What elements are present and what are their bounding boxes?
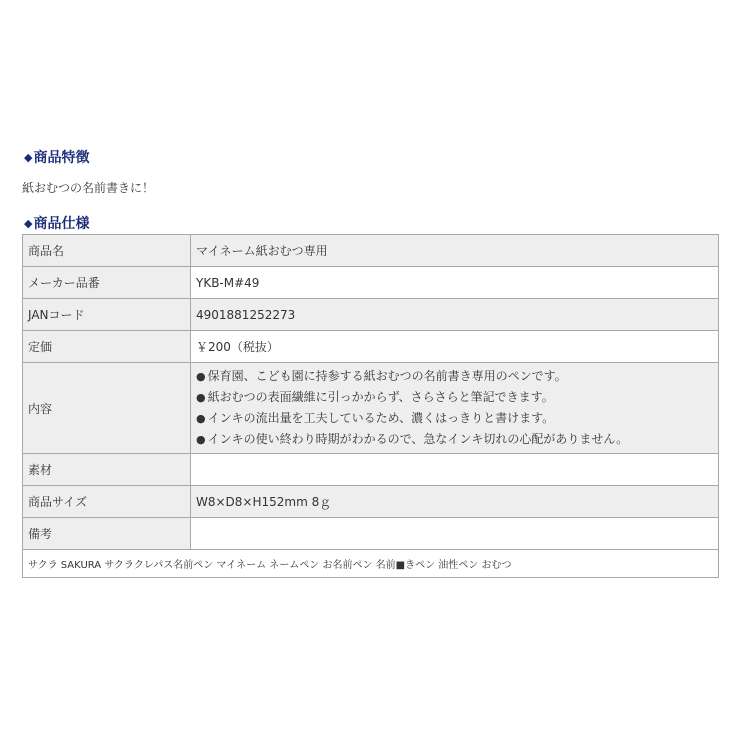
features-text: 紙おむつの名前書きに！ bbox=[22, 181, 155, 195]
spec-label-maker-code: メーカー品番 bbox=[23, 267, 191, 299]
bullet-icon: ● bbox=[196, 370, 206, 383]
spec-row-jan bbox=[23, 299, 719, 331]
contents-line-text: インキの流出量を工夫しているため、濃くはっきりと書けます。 bbox=[207, 411, 555, 425]
spec-table bbox=[22, 234, 719, 578]
spec-value-name: マイネーム紙おむつ専用 bbox=[191, 235, 719, 267]
spec-label-size: 商品サイズ bbox=[23, 486, 191, 518]
contents-line bbox=[196, 408, 713, 429]
spec-row-contents bbox=[23, 363, 719, 454]
diamond-icon: ◆ bbox=[24, 151, 33, 164]
contents-line-text: インキの使い終わり時期がわかるので、急なインキ切れの心配がありません。 bbox=[207, 432, 629, 446]
features-heading-text: 商品特徴 bbox=[33, 150, 90, 166]
spec-value-maker-code: YKB-M#49 bbox=[191, 267, 719, 299]
spec-value-jan: 4901881252273 bbox=[191, 299, 719, 331]
contents-line bbox=[196, 366, 713, 387]
spec-row-name bbox=[23, 235, 719, 267]
spec-row-keywords bbox=[23, 550, 719, 578]
contents-line bbox=[196, 429, 713, 450]
bullet-icon: ● bbox=[196, 433, 206, 446]
spec-row-size bbox=[23, 486, 719, 518]
spec-row-price bbox=[23, 331, 719, 363]
specs-heading-text: 商品仕様 bbox=[33, 216, 90, 232]
spec-label-jan: JANコード bbox=[23, 299, 191, 331]
bullet-icon: ● bbox=[196, 412, 206, 425]
bullet-icon: ● bbox=[196, 391, 206, 404]
spec-label-notes: 備考 bbox=[23, 518, 191, 550]
contents-line-text: 紙おむつの表面繊維に引っかからず、さらさらと筆記できます。 bbox=[207, 390, 554, 404]
spec-value-material bbox=[191, 454, 719, 486]
spec-row-material bbox=[23, 454, 719, 486]
spec-label-name: 商品名 bbox=[23, 235, 191, 267]
spec-value-price: ￥200（税抜） bbox=[191, 331, 719, 363]
keywords-text: サクラ SAKURA サクラクレパス名前ペン マイネーム ネームペン お名前ペン 名前■きペン 油性ペン おむつ bbox=[23, 550, 719, 578]
contents-line bbox=[196, 387, 713, 408]
spec-value-size: W8×D8×H152mm 8ｇ bbox=[191, 486, 719, 518]
product-description bbox=[22, 148, 719, 578]
spec-label-material: 素材 bbox=[23, 454, 191, 486]
features-heading bbox=[22, 148, 719, 168]
spec-value-notes bbox=[191, 518, 719, 550]
spec-label-price: 定価 bbox=[23, 331, 191, 363]
spec-label-contents: 内容 bbox=[23, 363, 191, 454]
spec-value-contents bbox=[191, 363, 719, 454]
spec-row-maker-code bbox=[23, 267, 719, 299]
contents-line-text: 保育園、こども園に持参する紙おむつの名前書き専用のペンです。 bbox=[207, 369, 567, 383]
specs-heading bbox=[22, 214, 719, 234]
spec-row-notes bbox=[23, 518, 719, 550]
diamond-icon: ◆ bbox=[24, 217, 33, 230]
